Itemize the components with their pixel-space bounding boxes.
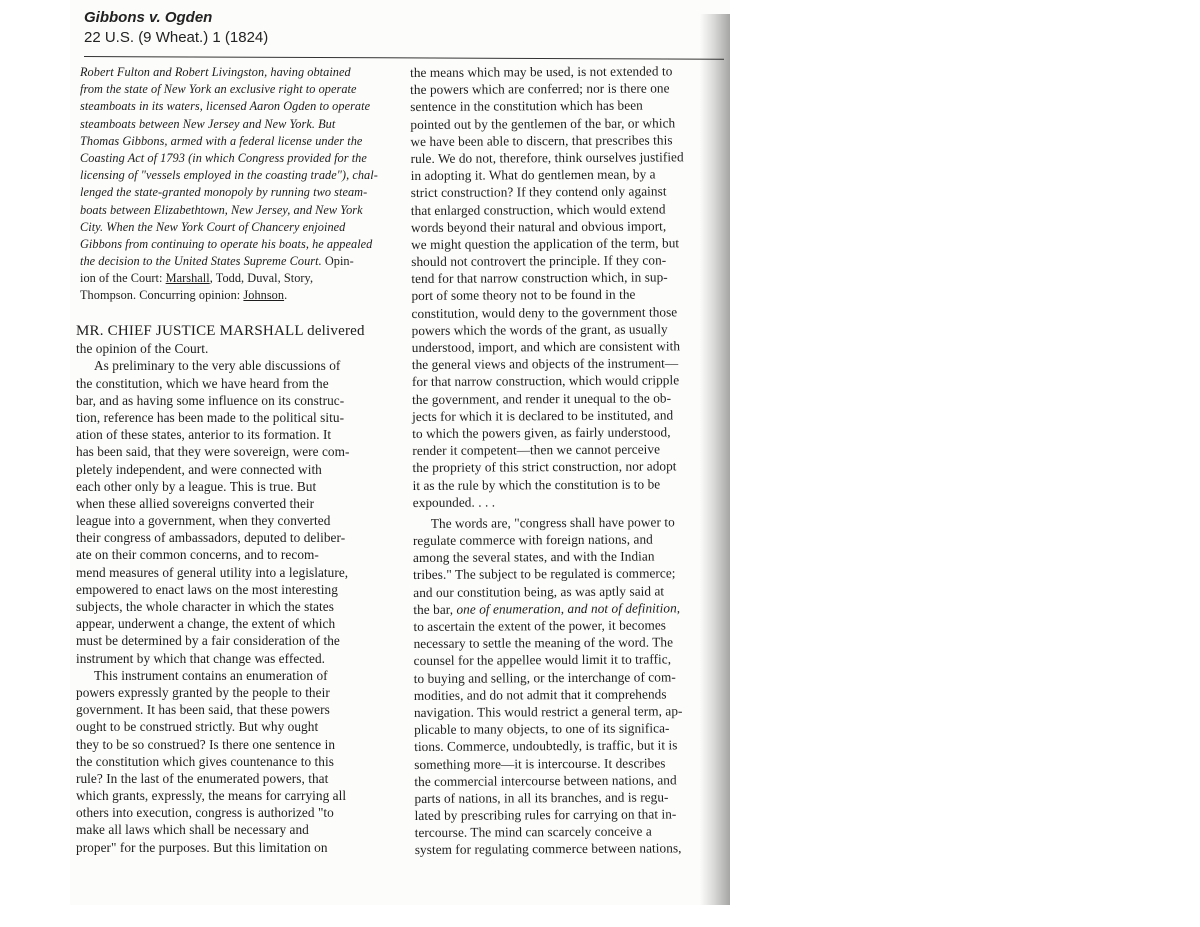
paragraph-line: the commercial intercourse between nations, and (414, 772, 677, 789)
paragraph-line: tend for that narrow construction which, in sup- (411, 269, 668, 287)
majority-author: Marshall (165, 271, 210, 286)
concurring-author: Johnson (243, 288, 285, 303)
paragraph-line: strict construction? If they contend only against (410, 183, 667, 201)
paragraph-line: should not controvert the principle. If they con- (411, 252, 667, 270)
paragraph-line: As preliminary to the very able discussions of (94, 358, 341, 374)
paragraph-line: the propriety of this strict construction, nor adopt (412, 458, 677, 476)
paragraph-line: tribes." The subject to be regulated is commerce; (413, 565, 676, 583)
opinion-prefix: ion of the Court: (80, 271, 166, 286)
paragraph-line: and our constitution being, as was aptly said at (413, 583, 665, 600)
summary-line: licensing of "vessels employed in the coasting trade"), chal- (80, 168, 378, 183)
summary-line: Gibbons from continuing to operate his boats, he appealed (80, 236, 373, 251)
summary-line: steamboats in its waters, licensed Aaron Ogden to operate (80, 99, 371, 114)
paragraph-line: counsel for the appellee would limit it to traffic, (413, 651, 672, 669)
paragraph-line: ate on their common concerns, and to recom- (76, 547, 319, 563)
paragraph-line: sentence in the constitution which has been (410, 97, 643, 115)
paragraph-line: powers expressly granted by the people to their (76, 684, 330, 700)
paragraph-line: the general views and objects of the instrument— (411, 355, 679, 373)
paragraph-line: parts of nations, in all its branches, and is regu- (414, 789, 669, 806)
summary-line: City. When the New York Court of Chancery enjoined (80, 219, 346, 234)
paragraph-line: constitution, would deny to the government those (411, 303, 678, 321)
paragraph-line: the constitution, which we have heard from the (76, 375, 329, 391)
paragraph-line: powers which the words of the grant, as usually (411, 321, 668, 338)
opinion-left-column (76, 323, 388, 856)
opinion-word: Opin- (324, 254, 354, 269)
paragraph-line: lated by prescribing rules for carrying on that in- (414, 806, 677, 824)
paragraph-line: rule? In the last of the enumerated powers, that (76, 770, 329, 786)
paragraph-line: jects for which it is declared to be instituted, and (412, 407, 674, 424)
paragraph-line: in adopting it. What do gentlemen mean, by a (410, 166, 656, 184)
concurring-credits-line (80, 287, 390, 304)
paragraph-line: to ascertain the extent of the power, it becomes (413, 617, 667, 634)
paragraph-line: has been said, that they were sovereign, were com- (76, 444, 350, 460)
opinion-heading-line2: the opinion of the Court. (76, 341, 209, 357)
paragraph-line: it as the rule by which the constitution is to be (412, 475, 661, 493)
summary-line: from the state of New York an exclusive right to operate (80, 82, 357, 97)
paragraph-line: they to be so construed? Is there one sentence in (76, 736, 336, 752)
paragraph-line: we might question the application of the term, but (411, 235, 680, 252)
summary-line (80, 253, 390, 270)
paragraph-line: system for regulating commerce between nations, (414, 840, 682, 858)
paragraph-line: subjects, the whole character in which the states (76, 599, 334, 614)
paragraph-line: tion, reference has been made to the political situ- (76, 409, 345, 425)
paragraph-line: plicable to many objects, to one of its significa- (414, 720, 670, 738)
paragraph-line: render it competent—then we cannot perceive (412, 441, 661, 459)
paragraph-line: the constitution which gives countenance to this (76, 753, 334, 769)
paragraph-line: we have been able to discern, that prescribes this (410, 132, 673, 149)
paragraph-line: each other only by a league. This is true. But (76, 478, 317, 494)
paragraph-line: tions. Commerce, undoubtedly, is traffic, but it is (414, 737, 678, 755)
paragraph-line (413, 599, 723, 618)
paragraph-line: words beyond their natural and obvious import, (410, 218, 667, 235)
paragraph-line: something more—it is intercourse. It describes (414, 754, 666, 772)
paragraph-line: pletely independent, and were connected with (76, 461, 322, 477)
opinion-credits-line (80, 270, 390, 287)
paragraph-line: instrument by which that change was effected. (76, 650, 326, 666)
summary-last-sentence: the decision to the United States Supreme Court. (80, 254, 322, 269)
paragraph-line: to buying and selling, or the interchange of com- (413, 668, 676, 686)
paragraph-line: tercourse. The mind can scarcely conceive a (414, 823, 652, 841)
line-prefix: the bar, (413, 601, 457, 617)
summary-line: Robert Fulton and Robert Livingston, having obtained (80, 65, 351, 79)
paragraph-line: appear, underwent a change, the extent of which (76, 616, 336, 632)
opinion-right-column (410, 62, 725, 859)
paragraph-line: pointed out by the gentlemen of the bar, or which (410, 114, 676, 132)
opinion-joiners: , Todd, Duval, Story, (209, 271, 314, 286)
paragraph-line: ought to be construed strictly. But why ought (76, 719, 319, 735)
paragraph-line: which grants, expressly, the means for carrying all (76, 788, 347, 804)
paragraph-line: among the several states, and with the Indian (412, 548, 655, 566)
summary-line: lenged the state-granted monopoly by running two steam- (80, 185, 368, 200)
case-summary (80, 64, 390, 305)
paragraph-line: others into execution, congress is authorized "to (76, 805, 334, 821)
paragraph-line: make all laws which shall be necessary and (76, 822, 309, 838)
paragraph-line: This instrument contains an enumeration of (94, 667, 328, 683)
paragraph-line: proper" for the purposes. But this limitation on (76, 839, 328, 855)
summary-line: steamboats between New Jersey and New York. But (80, 116, 336, 131)
paragraph-line: for that narrow construction, which would cripple (411, 372, 680, 390)
concurring-prefix: Thompson. Concurring opinion: (80, 288, 244, 303)
summary-line: boats between Elizabethtown, New Jersey, and New York (80, 202, 363, 217)
paragraph-line: league into a government, when they converted (76, 513, 331, 529)
paragraph-line: regulate commerce with foreign nations, and (412, 531, 653, 549)
paragraph-line: The words are, "congress shall have power to (430, 514, 675, 531)
paragraph-line: to which the powers given, as fairly understood, (412, 424, 671, 441)
paragraph-line: modities, and do not admit that it comprehends (413, 686, 667, 703)
summary-line: Coasting Act of 1793 (in which Congress provided for the (80, 150, 367, 165)
paragraph-line: expounded. . . . (412, 494, 496, 510)
paragraph-line: navigation. This would restrict a general term, ap- (413, 703, 683, 720)
paragraph-line: that enlarged construction, which would extend (410, 200, 666, 218)
case-citation: 22 U.S. (9 Wheat.) 1 (1824) (84, 29, 269, 46)
paragraph-line: their congress of ambassadors, deputed to deliber- (76, 530, 346, 546)
paragraph-line: rule. We do not, therefore, think ourselves justified (410, 149, 684, 166)
paragraph-line: government. It has been said, that these powers (76, 702, 330, 718)
case-name-heading: Gibbons v. Ogden (84, 9, 213, 26)
paragraph-line: port of some theory not to be found in the (411, 287, 636, 304)
paragraph-line: the government, and render it unequal to the ob- (412, 389, 672, 407)
paragraph-line: understood, import, and which are consistent with (411, 338, 681, 355)
paragraph-line: the powers which are conferred; nor is there one (410, 80, 670, 98)
paragraph-line: must be determined by a fair consideration of the (76, 633, 340, 649)
paragraph-line: the means which may be used, is not extended to (410, 63, 673, 80)
paragraph-line: ation of these states, anterior to its formation. It (76, 427, 332, 443)
concurring-suffix: . (284, 288, 288, 303)
summary-line: Thomas Gibbons, armed with a federal license under the (80, 133, 363, 148)
paragraph-line: bar, and as having some influence on its construc- (76, 392, 345, 408)
paragraph-line: mend measures of general utility into a legislature, (76, 564, 349, 580)
paragraph-line: empowered to enact laws on the most interesting (76, 581, 338, 597)
paragraph-line: when these allied sovereigns converted their (76, 495, 315, 511)
paragraph-line: necessary to settle the meaning of the word. The (413, 634, 674, 652)
italic-quote: one of enumeration, and not of definition, (456, 600, 681, 617)
opinion-heading: MR. CHIEF JUSTICE MARSHALL delivered (76, 323, 365, 339)
